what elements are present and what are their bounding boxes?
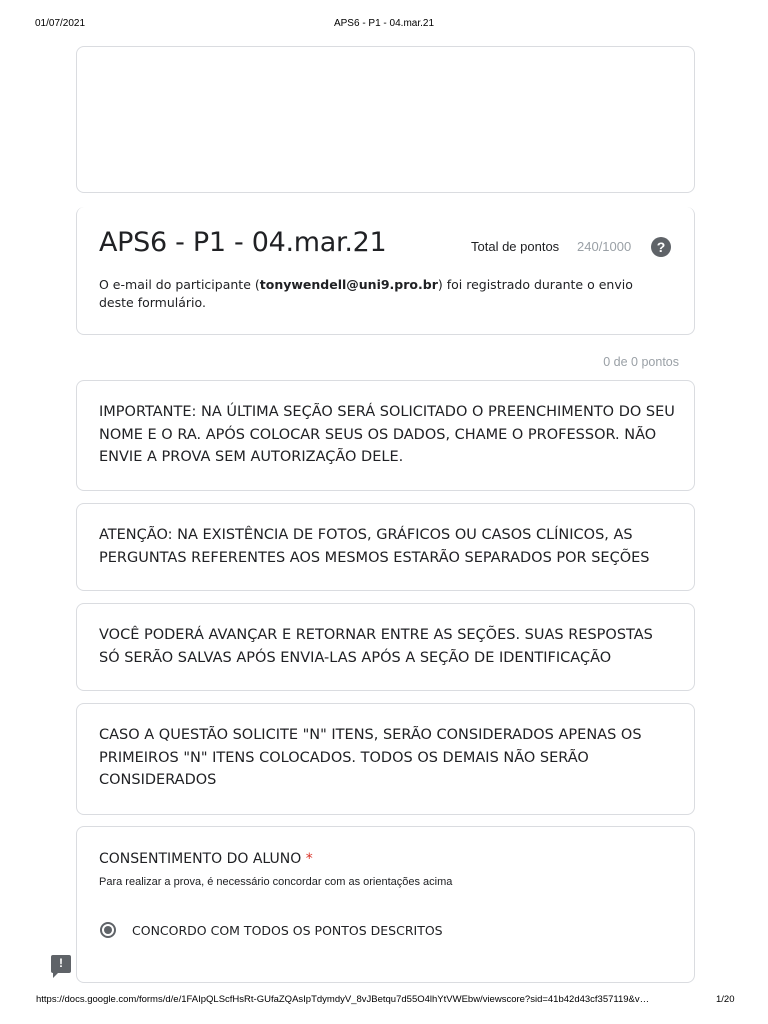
form-header-card	[76, 207, 695, 335]
notice-card	[76, 703, 695, 815]
page-number: 1/20	[716, 994, 735, 1005]
print-title: APS6 - P1 - 04.mar.21	[333, 18, 435, 29]
question-title	[99, 851, 313, 867]
radio-dot	[104, 926, 112, 934]
email-note-prefix: O e-mail do participante (	[99, 277, 260, 292]
print-footer	[0, 994, 768, 1008]
print-header	[0, 18, 768, 32]
section-score: 0 de 0 pontos	[603, 355, 679, 369]
total-points-value: 240/1000	[577, 239, 632, 254]
help-icon[interactable]: ?	[651, 237, 671, 257]
notice-card	[76, 503, 695, 591]
participant-email: tonywendell@uni9.pro.br	[259, 277, 438, 292]
notice-card	[76, 380, 695, 491]
question-title-text: CONSENTIMENTO DO ALUNO	[99, 851, 302, 867]
form-title: APS6 - P1 - 04.mar.21	[99, 227, 387, 258]
radio-selected-icon[interactable]	[100, 922, 116, 938]
notice-text: ATENÇÃO: NA EXISTÊNCIA DE FOTOS, GRÁFICOS OU CASOS CLÍNICOS, AS PERGUNTAS REFERENTES AOS MESMOS ESTARÃO SEPARADOS POR SEÇÕES	[99, 527, 650, 566]
email-note-suffix: ) foi registrado durante o envio deste formulário.	[99, 277, 633, 310]
question-description: Para realizar a prova, é necessário concordar com as orientações acima	[99, 876, 453, 888]
notice-text: CASO A QUESTÃO SOLICITE "N" ITENS, SERÃO CONSIDERADOS APENAS OS PRIMEIROS "N" ITENS COLOCADOS. TODOS OS DEMAIS NÃO SERÃO CONSIDERADOS	[99, 727, 642, 788]
print-date: 01/07/2021	[35, 18, 86, 29]
print-url: https://docs.google.com/forms/d/e/1FAIpQLScfHsRt-GUfaZQAsIpTdymdyV_8vJBetqu7d55O4lhYtVWEbw/viewscore?sid=41b42d43cf357119&v…	[36, 994, 650, 1005]
required-mark: *	[305, 851, 313, 867]
total-points-label: Total de pontos	[471, 239, 560, 254]
radio-option-agree[interactable]	[99, 921, 499, 945]
feedback-icon-glyph: !	[59, 956, 63, 970]
feedback-icon[interactable]	[51, 955, 71, 973]
notice-card	[76, 603, 695, 691]
email-note	[99, 276, 659, 312]
notice-text: IMPORTANTE: NA ÚLTIMA SEÇÃO SERÁ SOLICITADO O PREENCHIMENTO DO SEU NOME E O RA. APÓS COLOCAR SEUS OS DADOS, CHAME O PROFESSOR. NÃO ENVIE A PROVA SEM AUTORIZAÇÃO DELE.	[99, 404, 675, 465]
radio-option-label: CONCORDO COM TODOS OS PONTOS DESCRITOS	[132, 923, 443, 938]
header-banner-card	[76, 46, 695, 193]
consent-question-card	[76, 826, 695, 983]
notice-text: VOCÊ PODERÁ AVANÇAR E RETORNAR ENTRE AS SEÇÕES. SUAS RESPOSTAS SÓ SERÃO SALVAS APÓS ENVIA-LAS APÓS A SEÇÃO DE IDENTIFICAÇÃO	[99, 627, 653, 666]
